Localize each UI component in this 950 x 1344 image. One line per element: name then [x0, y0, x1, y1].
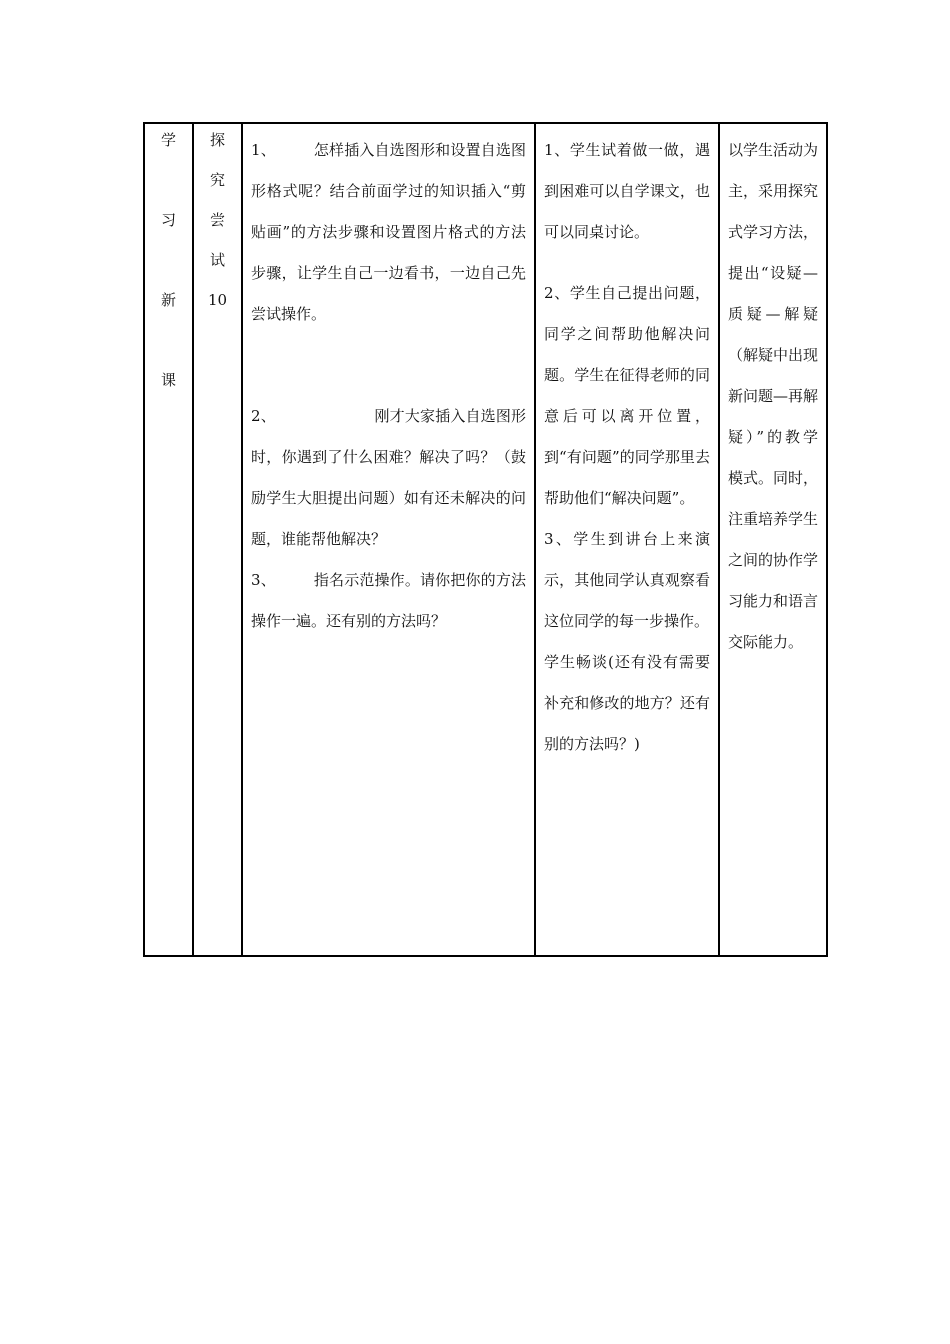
stage-char: 究 — [209, 171, 225, 189]
section-char: 课 — [160, 371, 176, 389]
teacher-step-2: 2、 刚才大家插入自选图形时，你遇到了什么困难？解决了吗？（鼓励学生大胆提出问题）如有还未解决的问题，谁能帮他解决？ — [251, 407, 526, 548]
stage-duration: 10 — [207, 291, 228, 309]
stage-cell — [193, 123, 242, 956]
stage-char: 尝 — [209, 211, 225, 229]
student-step-3: 3、学生到讲台上来演示，其他同学认真观察看这位同学的每一步操作。 — [544, 530, 710, 630]
section-cell — [144, 123, 193, 956]
student-discussion: 学生畅谈(还有没有需要补充和修改的地方？还有别的方法吗？) — [544, 653, 710, 753]
section-char: 学 — [160, 131, 176, 149]
section-char: 习 — [160, 211, 176, 229]
teacher-step-1: 1、 怎样插入自选图形和设置自选图形格式呢？结合前面学过的知识插入“剪贴画”的方法步骤和设置图片格式的方法步骤，让学生自己一边看书，一边自己先尝试操作。 — [251, 141, 526, 323]
design-intent-cell — [719, 123, 827, 956]
design-intent-text: 以学生活动为主，采用探究式学习方法，提出“设疑—质疑—解疑（解疑中出现新问题—再解疑）”的教学模式。同时，注重培养学生之间的协作学习能力和语言交际能力。 — [728, 141, 819, 651]
teacher-step-3: 3、 指名示范操作。请你把你的方法操作一遍。还有别的方法吗？ — [251, 571, 526, 630]
student-step-1: 1、学生试着做一做，遇到困难可以自学课文，也可以同桌讨论。 — [544, 141, 710, 241]
table-row — [144, 123, 827, 956]
student-activity-cell — [535, 123, 719, 956]
student-step-2: 2、学生自己提出问题，同学之间帮助他解决问题。学生在征得老师的同意后可以离开位置，到“有问题”的同学那里去帮助他们“解决问题”。 — [544, 284, 710, 507]
section-char: 新 — [160, 291, 176, 309]
stage-char: 探 — [209, 131, 225, 149]
lesson-plan-table — [143, 122, 828, 957]
teacher-activity-cell — [242, 123, 535, 956]
stage-char: 试 — [209, 251, 225, 269]
